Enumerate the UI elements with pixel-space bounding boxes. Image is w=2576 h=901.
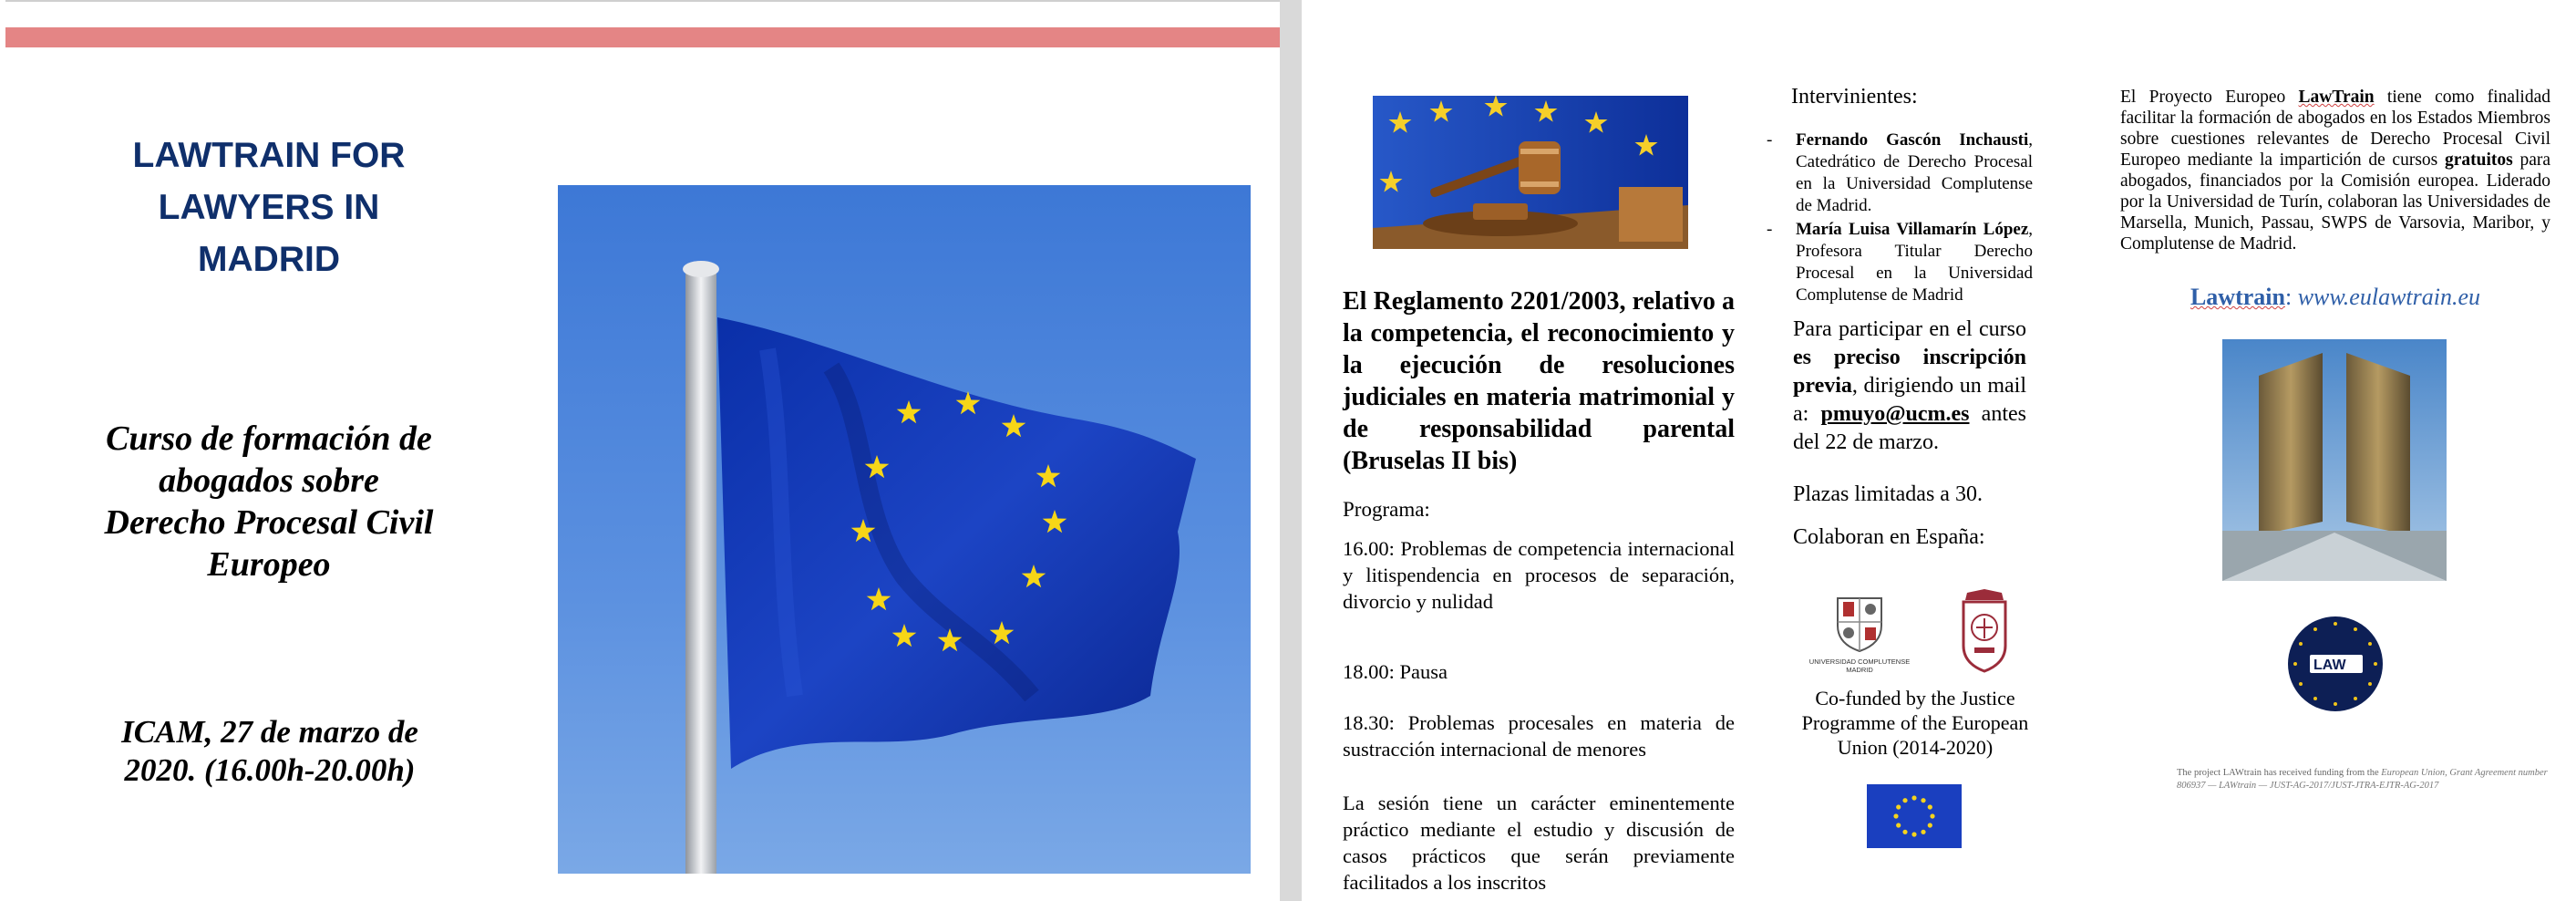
list-dash: - — [1767, 130, 1773, 150]
speaker-name: María Luisa Villamarín López — [1796, 220, 2029, 239]
ucm-caption: UNIVERSIDAD COMPLUTENSE MADRID — [1808, 658, 1911, 674]
program-item — [1343, 535, 1735, 615]
eu-flag-icon — [1867, 784, 1962, 848]
site-name: Lawtrain — [2190, 284, 2285, 310]
eu-flag-photo — [558, 185, 1251, 874]
registration-required: es preciso inscripción previa — [1793, 346, 2026, 398]
project-name: LawTrain — [2298, 88, 2375, 107]
speaker-name: Fernando Gascón Inchausti — [1796, 130, 2029, 150]
header-color-bar — [5, 27, 1280, 47]
program-item — [1343, 658, 1735, 685]
grant-reference: European Union, Grant Agreement number 806937 — LAWtrain — JUST-AG-2017/JUST-JTRA-EJTR-AG-2017 — [2177, 768, 2548, 791]
cofunded-text: Co-funded by the Justice Programme of the European Union (2014-2020) — [1801, 687, 2029, 759]
program-text: Problemas procesales en materia de sustracción internacional de menores — [1343, 711, 1736, 761]
ucm-logo — [1803, 593, 1916, 675]
course-subtitle: Curso de formación de abogados sobre Derecho Procesal Civil Europeo — [104, 419, 434, 584]
funding-note — [2177, 767, 2550, 792]
session-note: La sesión tiene un carácter eminentemente práctico mediante el estudio y discusión de casos prácticos que serán previamente facilitados a los inscritos — [1343, 792, 1735, 894]
left-page — [0, 0, 1280, 901]
speaker-item — [1767, 129, 2033, 217]
speaker-role: , Profesora Titular Derecho Procesal en la Universidad Complutense de Madrid — [1796, 220, 2033, 305]
project-description — [2120, 87, 2550, 254]
registration-deadline: antes del 22 de marzo. — [1793, 402, 2026, 454]
website-link[interactable]: www.eulawtrain.eu — [2297, 284, 2481, 310]
funding-text: The project LAWtrain has received funding from the — [2177, 768, 2382, 778]
list-dash: - — [1767, 220, 1773, 239]
contact-email-link[interactable]: pmuyo@ucm.es — [1820, 402, 1970, 426]
regulation-title: El Reglamento 2201/2003, relativo a la competencia, el reconocimiento y la ejecución de resoluciones judiciales en materia matrimonial y de responsabilidad parental (Bruselas II bis) — [1343, 287, 1735, 475]
registration-info — [1793, 316, 2026, 457]
registration-text: , dirigiendo un mail a: — [1793, 374, 2026, 426]
registration-text: Para participar en el curso — [1793, 317, 2026, 341]
project-text: tiene como finalidad facilitar la formación de abogados en los Estados Miembros sobre cuestiones relevantes de Derecho Procesal Civil Europeo mediante la impartición de cursos — [2120, 88, 2550, 170]
programa-label: Programa: — [1343, 498, 1430, 521]
lawtrain-logo-text: LAW — [2313, 658, 2346, 673]
speaker-list — [1767, 129, 2033, 308]
website-line — [2120, 284, 2550, 311]
page-top-border — [5, 0, 1280, 2]
free-courses-emphasis: gratuitos — [2444, 150, 2513, 170]
event-date: ICAM, 27 de marzo de 2020. (16.00h-20.00h) — [121, 714, 418, 788]
brochure-title: LAWTRAIN FOR LAWYERS IN MADRID — [132, 136, 406, 279]
project-text: para abogados, financiados por la Comisión europea. Liderado por la Universidad de Turín, colaboran las Universidades de Marsella, Munich, Passau, SWPS de Varsovia, Maribor, y Complutense de Madrid. — [2120, 150, 2550, 254]
right-page — [1302, 0, 2576, 901]
gavel-photo — [1373, 96, 1688, 249]
site-separator: : — [2284, 284, 2298, 310]
speaker-role: , Catedrático de Derecho Procesal en la Universidad Complutense de Madrid. — [1796, 130, 2033, 215]
project-text: El Proyecto Europeo — [2120, 88, 2299, 107]
program-time: 18.00: — [1343, 660, 1395, 683]
collaborators-label: Colaboran en España: — [1793, 525, 1985, 549]
ucm-crest-icon — [1832, 593, 1887, 653]
program-item — [1343, 709, 1735, 762]
program-text: Pausa — [1399, 660, 1448, 683]
speaker-item — [1767, 219, 2033, 306]
program-text: Problemas de competencia internacional y litispendencia en procesos de separación, divorcio y nulidad — [1343, 537, 1735, 613]
icam-shield-logo — [1956, 589, 2013, 673]
limited-places: Plazas limitadas a 30. — [1793, 482, 1983, 506]
building-photo — [2222, 339, 2447, 581]
intervinientes-label: Intervinientes: — [1791, 85, 1918, 109]
program-time: 18.30: — [1343, 711, 1395, 734]
program-time: 16.00: — [1343, 537, 1395, 560]
lawtrain-logo — [2286, 615, 2385, 713]
